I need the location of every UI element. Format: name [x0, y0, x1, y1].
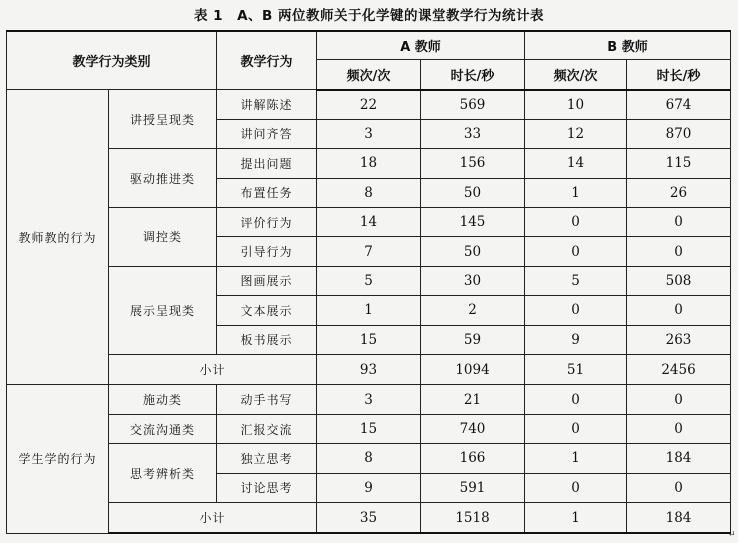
a-freq-cell: 5	[317, 266, 421, 295]
behavior-cell: 布置任务	[217, 178, 317, 207]
behavior-cell: 讲解陈述	[217, 90, 317, 119]
a-duration-cell: 21	[421, 385, 525, 414]
b-duration-cell: 674	[627, 90, 731, 119]
subcat-comm: 交流沟通类	[109, 414, 217, 443]
behavior-cell: 文本展示	[217, 296, 317, 325]
header-teacher-b: B 教师	[525, 31, 731, 59]
b-freq-cell: 9	[525, 325, 627, 354]
table-row	[7, 207, 731, 236]
a-duration-cell: 740	[421, 414, 525, 443]
header-a-freq: 频次/次	[317, 59, 421, 89]
subcat-lecture: 讲授呈现类	[109, 90, 217, 149]
b-freq-cell: 0	[525, 207, 627, 236]
subcat-think: 思考辨析类	[109, 444, 217, 503]
a-duration-subtotal: 1094	[421, 354, 525, 384]
a-duration-cell: 145	[421, 207, 525, 236]
behavior-cell: 评价行为	[217, 207, 317, 236]
a-duration-cell: 569	[421, 90, 525, 119]
behavior-cell: 动手书写	[217, 385, 317, 414]
b-duration-cell: 0	[627, 237, 731, 266]
a-duration-cell: 59	[421, 325, 525, 354]
b-duration-cell: 184	[627, 444, 731, 473]
header-b-freq: 频次/次	[525, 59, 627, 89]
b-freq-cell: 12	[525, 119, 627, 148]
header-a-duration: 时长/秒	[421, 59, 525, 89]
table-row	[7, 385, 731, 414]
b-freq-cell: 0	[525, 237, 627, 266]
a-freq-cell: 3	[317, 385, 421, 414]
header-category: 教学行为类别	[7, 31, 217, 90]
table-caption: 表 1 A、B 两位教师关于化学键的课堂教学行为统计表	[193, 8, 545, 24]
a-freq-cell: 9	[317, 473, 421, 502]
teacher-subtotal-row	[7, 354, 731, 384]
subcat-control: 调控类	[109, 207, 217, 266]
b-duration-cell: 0	[627, 207, 731, 236]
a-duration-cell: 33	[421, 119, 525, 148]
behavior-cell: 汇报交流	[217, 414, 317, 443]
behavior-cell: 讨论思考	[217, 473, 317, 502]
subcat-display: 展示呈现类	[109, 266, 217, 354]
a-freq-cell: 15	[317, 414, 421, 443]
a-duration-cell: 166	[421, 444, 525, 473]
b-freq-cell: 1	[525, 178, 627, 207]
b-freq-cell: 14	[525, 149, 627, 178]
a-freq-cell: 8	[317, 178, 421, 207]
table-row	[7, 414, 731, 443]
a-duration-cell: 50	[421, 237, 525, 266]
table-row	[7, 90, 731, 119]
table-row	[7, 149, 731, 178]
b-duration-cell: 26	[627, 178, 731, 207]
b-freq-cell: 0	[525, 473, 627, 502]
table-row	[7, 266, 731, 295]
a-freq-cell: 22	[317, 90, 421, 119]
b-freq-cell: 0	[525, 296, 627, 325]
header-b-duration: 时长/秒	[627, 59, 731, 89]
group-student: 学生学的行为	[7, 385, 109, 533]
a-duration-cell: 30	[421, 266, 525, 295]
a-freq-cell: 8	[317, 444, 421, 473]
b-duration-cell: 0	[627, 473, 731, 502]
header-teacher-a: A 教师	[317, 31, 525, 59]
behavior-cell: 提出问题	[217, 149, 317, 178]
a-freq-cell: 7	[317, 237, 421, 266]
b-freq-subtotal: 51	[525, 354, 627, 384]
a-freq-cell: 1	[317, 296, 421, 325]
a-freq-cell: 15	[317, 325, 421, 354]
b-duration-subtotal: 2456	[627, 354, 731, 384]
subcat-act: 施动类	[109, 385, 217, 414]
behavior-cell: 引导行为	[217, 237, 317, 266]
a-duration-cell: 50	[421, 178, 525, 207]
b-duration-cell: 508	[627, 266, 731, 295]
b-freq-cell: 5	[525, 266, 627, 295]
a-freq-subtotal: 35	[317, 503, 421, 533]
header-row-1	[7, 31, 731, 59]
student-subtotal-label: 小计	[109, 503, 317, 533]
behavior-cell: 独立思考	[217, 444, 317, 473]
a-freq-cell: 3	[317, 119, 421, 148]
b-duration-cell: 115	[627, 149, 731, 178]
a-duration-cell: 591	[421, 473, 525, 502]
b-freq-cell: 0	[525, 385, 627, 414]
b-duration-cell: 870	[627, 119, 731, 148]
header-behavior: 教学行为	[217, 31, 317, 90]
b-duration-cell: 263	[627, 325, 731, 354]
behavior-cell: 板书展示	[217, 325, 317, 354]
statistics-table	[6, 30, 731, 534]
a-duration-cell: 156	[421, 149, 525, 178]
b-freq-cell: 1	[525, 444, 627, 473]
b-duration-cell: 0	[627, 296, 731, 325]
behavior-cell: 讲问齐答	[217, 119, 317, 148]
paragraph-mark-icon: ↵	[728, 530, 736, 540]
a-freq-subtotal: 93	[317, 354, 421, 384]
b-duration-cell: 0	[627, 385, 731, 414]
table-row	[7, 444, 731, 473]
student-subtotal-row	[7, 503, 731, 533]
b-duration-cell: 0	[627, 414, 731, 443]
a-duration-cell: 2	[421, 296, 525, 325]
group-teacher: 教师教的行为	[7, 90, 109, 385]
teacher-subtotal-label: 小计	[109, 354, 317, 384]
a-freq-cell: 14	[317, 207, 421, 236]
b-duration-subtotal: 184	[627, 503, 731, 533]
b-freq-subtotal: 1	[525, 503, 627, 533]
subcat-drive: 驱动推进类	[109, 149, 217, 208]
behavior-cell: 图画展示	[217, 266, 317, 295]
a-duration-subtotal: 1518	[421, 503, 525, 533]
b-freq-cell: 0	[525, 414, 627, 443]
b-freq-cell: 10	[525, 90, 627, 119]
a-freq-cell: 18	[317, 149, 421, 178]
